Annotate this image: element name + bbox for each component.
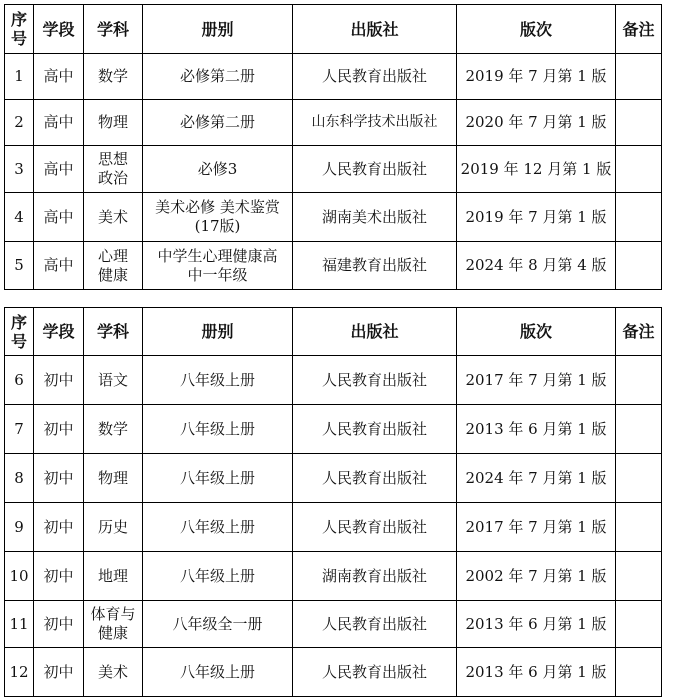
header-notes: 备注: [616, 308, 662, 356]
cell-stage: 初中: [34, 405, 84, 454]
cell-notes: [616, 601, 662, 648]
cell-subject: 数学: [84, 405, 143, 454]
cell-seq: 8: [5, 454, 34, 503]
cell-volume: 中学生心理健康高中一年级: [143, 242, 293, 290]
cell-seq: 5: [5, 242, 34, 290]
cell-edition: 2017 年 7 月第 1 版: [457, 503, 616, 552]
table-row: [5, 405, 662, 454]
header-notes: 备注: [616, 5, 662, 54]
cell-seq: 10: [5, 552, 34, 601]
cell-seq: 9: [5, 503, 34, 552]
cell-volume: 八年级上册: [143, 405, 293, 454]
cell-volume: 八年级上册: [143, 503, 293, 552]
table-row: [5, 648, 662, 697]
table-row: [5, 503, 662, 552]
table-row: [5, 454, 662, 503]
cell-notes: [616, 503, 662, 552]
header-seq: 序号: [5, 5, 34, 54]
cell-stage: 初中: [34, 454, 84, 503]
table-row: [5, 601, 662, 648]
header-stage: 学段: [34, 5, 84, 54]
cell-edition: 2019 年 7 月第 1 版: [457, 193, 616, 242]
cell-subject: 物理: [84, 100, 143, 146]
cell-edition: 2024 年 8 月第 4 版: [457, 242, 616, 290]
cell-subject: 心理健康: [84, 242, 143, 290]
table-row: [5, 552, 662, 601]
cell-notes: [616, 146, 662, 193]
cell-notes: [616, 405, 662, 454]
cell-notes: [616, 356, 662, 405]
cell-subject: 美术: [84, 648, 143, 697]
header-subject: 学科: [84, 308, 143, 356]
cell-edition: 2019 年 12 月第 1 版: [457, 146, 616, 193]
cell-volume: 八年级全一册: [143, 601, 293, 648]
cell-stage: 高中: [34, 146, 84, 193]
cell-subject: 数学: [84, 54, 143, 100]
cell-seq: 1: [5, 54, 34, 100]
header-stage: 学段: [34, 308, 84, 356]
header-edition: 版次: [457, 5, 616, 54]
cell-stage: 高中: [34, 100, 84, 146]
cell-seq: 4: [5, 193, 34, 242]
cell-seq: 2: [5, 100, 34, 146]
cell-seq: 7: [5, 405, 34, 454]
cell-notes: [616, 552, 662, 601]
cell-publisher: 湖南美术出版社: [293, 193, 457, 242]
cell-volume: 必修第二册: [143, 54, 293, 100]
cell-seq: 11: [5, 601, 34, 648]
cell-edition: 2019 年 7 月第 1 版: [457, 54, 616, 100]
header-publisher: 出版社: [293, 308, 457, 356]
cell-notes: [616, 648, 662, 697]
cell-publisher: 福建教育出版社: [293, 242, 457, 290]
cell-stage: 初中: [34, 648, 84, 697]
cell-seq: 3: [5, 146, 34, 193]
cell-subject: 美术: [84, 193, 143, 242]
cell-volume: 必修3: [143, 146, 293, 193]
table-row: [5, 356, 662, 405]
cell-publisher: 湖南教育出版社: [293, 552, 457, 601]
cell-subject: 物理: [84, 454, 143, 503]
table-row: [5, 242, 662, 290]
header-volume: 册别: [143, 308, 293, 356]
cell-volume: 八年级上册: [143, 648, 293, 697]
cell-subject: 地理: [84, 552, 143, 601]
cell-notes: [616, 100, 662, 146]
cell-notes: [616, 242, 662, 290]
cell-publisher: 山东科学技术出版社: [293, 100, 457, 146]
cell-stage: 初中: [34, 356, 84, 405]
header-edition: 版次: [457, 308, 616, 356]
cell-volume: 必修第二册: [143, 100, 293, 146]
cell-publisher: 人民教育出版社: [293, 146, 457, 193]
cell-publisher: 人民教育出版社: [293, 454, 457, 503]
cell-edition: 2013 年 6 月第 1 版: [457, 405, 616, 454]
cell-stage: 初中: [34, 503, 84, 552]
cell-volume: 八年级上册: [143, 356, 293, 405]
cell-stage: 高中: [34, 193, 84, 242]
table-row: [5, 54, 662, 100]
cell-stage: 初中: [34, 601, 84, 648]
cell-seq: 12: [5, 648, 34, 697]
cell-publisher: 人民教育出版社: [293, 405, 457, 454]
table-header-row: [5, 5, 662, 54]
cell-subject: 思想政治: [84, 146, 143, 193]
cell-notes: [616, 193, 662, 242]
cell-publisher: 人民教育出版社: [293, 503, 457, 552]
cell-edition: 2002 年 7 月第 1 版: [457, 552, 616, 601]
table-row: [5, 146, 662, 193]
cell-edition: 2024 年 7 月第 1 版: [457, 454, 616, 503]
cell-volume: 八年级上册: [143, 552, 293, 601]
table-row: [5, 100, 662, 146]
cell-volume: 八年级上册: [143, 454, 293, 503]
cell-stage: 初中: [34, 552, 84, 601]
header-seq: 序号: [5, 308, 34, 356]
cell-volume: 美术必修 美术鉴赏(17版): [143, 193, 293, 242]
cell-publisher: 人民教育出版社: [293, 601, 457, 648]
cell-notes: [616, 54, 662, 100]
table-row: [5, 193, 662, 242]
header-publisher: 出版社: [293, 5, 457, 54]
cell-publisher: 人民教育出版社: [293, 648, 457, 697]
textbook-table-junior-high: [4, 307, 662, 697]
cell-stage: 高中: [34, 54, 84, 100]
cell-edition: 2020 年 7 月第 1 版: [457, 100, 616, 146]
cell-edition: 2013 年 6 月第 1 版: [457, 648, 616, 697]
header-subject: 学科: [84, 5, 143, 54]
table-header-row: [5, 308, 662, 356]
cell-publisher: 人民教育出版社: [293, 54, 457, 100]
cell-subject: 体育与健康: [84, 601, 143, 648]
cell-subject: 语文: [84, 356, 143, 405]
textbook-table-senior-high: [4, 4, 662, 290]
cell-edition: 2013 年 6 月第 1 版: [457, 601, 616, 648]
cell-seq: 6: [5, 356, 34, 405]
cell-publisher: 人民教育出版社: [293, 356, 457, 405]
cell-edition: 2017 年 7 月第 1 版: [457, 356, 616, 405]
cell-stage: 高中: [34, 242, 84, 290]
cell-notes: [616, 454, 662, 503]
cell-subject: 历史: [84, 503, 143, 552]
header-volume: 册别: [143, 5, 293, 54]
